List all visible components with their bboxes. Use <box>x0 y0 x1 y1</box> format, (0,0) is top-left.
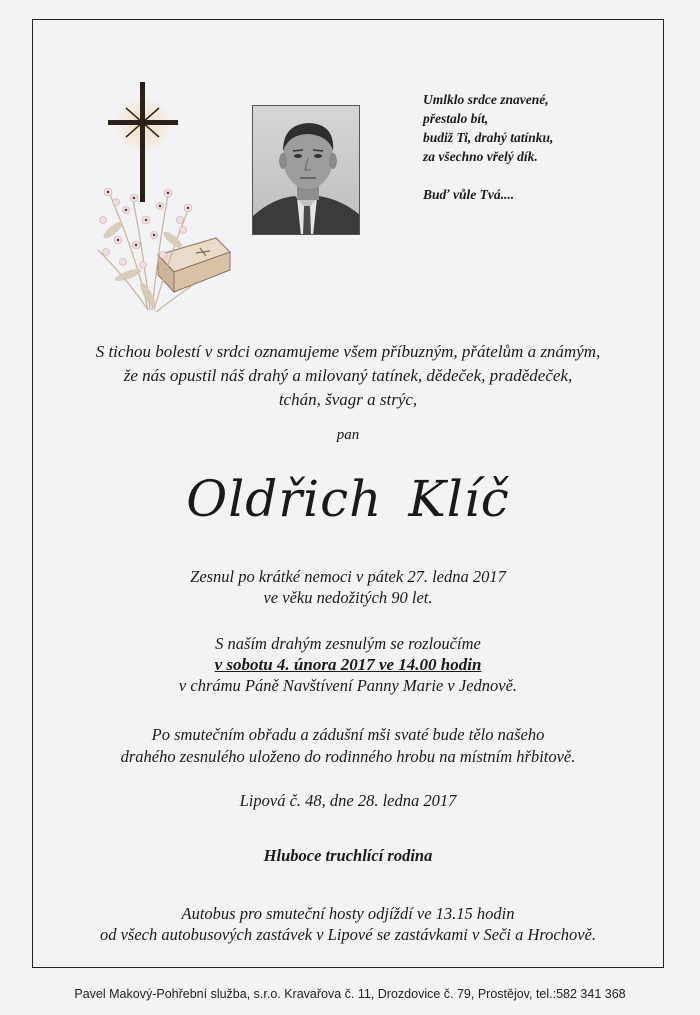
family-signature: Hluboce truchlící rodina <box>263 846 433 865</box>
poem-closing: Buď vůle Tvá.... <box>423 187 515 202</box>
intro-line: tchán, švagr a strýc, <box>278 390 418 409</box>
funeral-intro: S naším drahým zesnulým se rozloučíme <box>215 634 481 653</box>
portrait-photo <box>252 105 360 235</box>
poem-line: přestalo bít, <box>423 111 489 126</box>
death-line: Zesnul po krátké nemoci v pátek 27. ledna 2017 <box>190 567 506 586</box>
death-info <box>32 566 664 608</box>
announcement-intro <box>32 340 664 412</box>
funeral-info <box>32 633 664 696</box>
bus-line: Autobus pro smuteční hosty odjíždí ve 13.15 hodin <box>181 904 515 923</box>
burial-info <box>32 724 664 768</box>
place-and-date: Lipová č. 48, dne 28. ledna 2017 <box>239 791 457 810</box>
poem <box>423 90 643 204</box>
funeral-service-footer: Pavel Makový-Pohřební služba, s.r.o. Kravařova č. 11, Drozdovice č. 79, Prostějov, tel.:582 341 368 <box>74 987 626 1001</box>
death-line: ve věku nedožitých 90 let. <box>263 588 433 607</box>
bus-info <box>32 903 664 945</box>
deceased-name <box>32 470 664 528</box>
poem-line: Umlklo srdce znavené, <box>423 92 549 107</box>
poem-line: budiž Ti, drahý tatínku, <box>423 130 554 145</box>
burial-line: Po smutečním obřadu a zádušní mši svaté bude tělo našeho <box>151 725 545 744</box>
funeral-place: v chrámu Páně Navštívení Panny Marie v Jednově. <box>178 676 518 695</box>
intro-line: S tichou bolestí v srdci oznamujeme všem příbuzným, přátelům a známým, <box>95 342 601 361</box>
deceased-first-name: Oldřich <box>186 470 383 528</box>
poem-line: za všechno vřelý dík. <box>423 149 538 164</box>
intro-line: že nás opustil náš drahý a milovaný tatínek, dědeček, pradědeček, <box>123 366 573 385</box>
cross-with-flowers-and-book-icon <box>88 80 238 325</box>
deceased-last-name: Klíč <box>408 470 510 528</box>
funeral-date: v sobotu 4. února 2017 ve 14.00 hodin <box>214 655 482 674</box>
burial-line: drahého zesnulého uloženo do rodinného hrobu na místním hřbitově. <box>120 747 576 766</box>
bus-line: od všech autobusových zastávek v Lipové se zastávkami v Seči a Hrochově. <box>99 925 597 944</box>
salutation: pan <box>336 427 360 443</box>
